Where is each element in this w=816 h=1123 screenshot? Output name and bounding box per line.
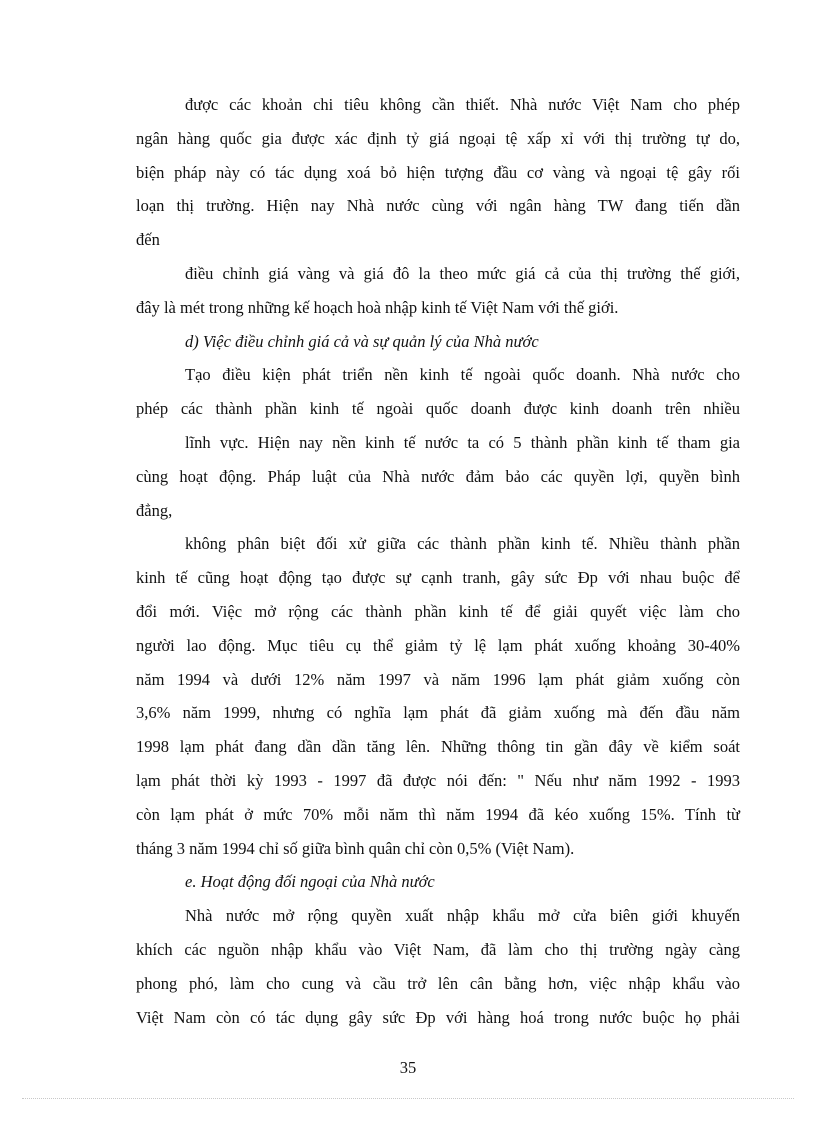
text-line: 1998 lạm phát đang dần dần tăng lên. Những thông tin gần đây về kiểm soát <box>136 737 740 757</box>
text-line: không phân biệt đối xử giữa các thành phần kinh tế. Nhiều thành phần <box>185 534 740 554</box>
text-line: lạm phát thời kỳ 1993 - 1997 đã được nói đến: " Nếu như năm 1992 - 1993 <box>136 770 740 790</box>
text-line: đây là mét trong những kế hoạch hoà nhập kinh tế Việt Nam với thế giới. <box>136 297 619 317</box>
text-line: Việt Nam còn có tác dụng gây sức Ðp với hàng hoá trong nước buộc họ phải <box>136 1007 740 1027</box>
text-line: loạn thị trường. Hiện nay Nhà nước cùng với ngân hàng TW đang tiến dần <box>136 196 740 216</box>
text-line: lĩnh vực. Hiện nay nền kinh tế nước ta có 5 thành phần kinh tế tham gia <box>185 432 740 452</box>
text-line: đổi mới. Việc mở rộng các thành phần kinh tế để giải quyết việc làm cho <box>136 601 740 621</box>
text-line: phép các thành phần kinh tế ngoài quốc doanh được kinh doanh trên nhiều <box>136 399 740 419</box>
text-line: ngân hàng quốc gia được xác định tỷ giá ngoại tệ xấp xỉ với thị trường tự do, <box>136 128 740 148</box>
text-line: đẳng, <box>136 500 173 520</box>
text-line: còn lạm phát ở mức 70% mỗi năm thì năm 1994 đã kéo xuống 15%. Tính từ <box>136 804 740 824</box>
text-line: phong phó, làm cho cung và cầu trở lên cân bằng hơn, việc nhập khẩu vào <box>136 973 740 993</box>
text-line: kinh tế cũng hoạt động tạo được sự cạnh tranh, gây sức Ðp với nhau buộc để <box>136 568 740 588</box>
text-line: Nhà nước mở rộng quyền xuất nhập khẩu mở cửa biên giới khuyến <box>185 906 740 926</box>
section-heading-d: d) Việc điều chỉnh giá cả và sự quản lý của Nhà nước <box>185 331 539 351</box>
text-line: biện pháp này có tác dụng xoá bỏ hiện tượng đầu cơ vàng và ngoại tệ gây rối <box>136 162 740 182</box>
text-line: điều chỉnh giá vàng và giá đô la theo mức giá cả của thị trường thế giới, <box>185 263 740 283</box>
text-line: khích các nguồn nhập khẩu vào Việt Nam, đã làm cho thị trường ngày càng <box>136 939 740 959</box>
text-line: người lao động. Mục tiêu cụ thể giảm tỷ lệ lạm phát xuống khoảng 30-40% <box>136 635 740 655</box>
section-heading-e: e. Hoạt động đối ngoại của Nhà nước <box>185 872 435 892</box>
text-line: 3,6% năm 1999, nhưng có nghĩa lạm phát đã giảm xuống mà đến đầu năm <box>136 703 740 723</box>
text-line: Tạo điều kiện phát triển nền kinh tế ngoài quốc doanh. Nhà nước cho <box>185 365 740 385</box>
text-line: đến <box>136 230 160 250</box>
text-line: năm 1994 và dưới 12% năm 1997 và năm 1996 lạm phát giảm xuống còn <box>136 669 740 689</box>
page-number: 35 <box>399 1058 417 1077</box>
body-text <box>136 88 740 1034</box>
text-line: tháng 3 năm 1994 chỉ số giữa bình quân chỉ còn 0,5% (Việt Nam). <box>136 838 575 858</box>
text-line: cùng hoạt động. Pháp luật của Nhà nước đảm bảo các quyền lợi, quyền bình <box>136 466 740 486</box>
text-line: được các khoản chi tiêu không cần thiết. Nhà nước Việt Nam cho phép <box>185 95 740 114</box>
page-bottom-divider <box>22 1098 794 1099</box>
